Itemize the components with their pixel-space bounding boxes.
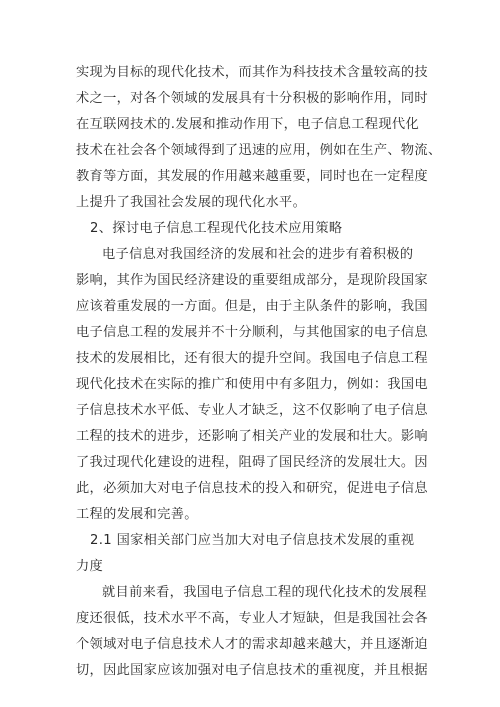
section-heading: 2、探讨电子信息工程现代化技术应用策略: [90, 221, 343, 236]
text-line: 此，必须加大对电子信息技术的投入和研究，促进电子信息: [76, 481, 428, 496]
text-line: 技术在社会各个领域得到了迅速的应用，例如在生产、物流、: [76, 143, 442, 158]
text-line: 就目前来看，我国电子信息工程的现代化技术的发展程: [102, 585, 427, 600]
text-line: 上提升了我国社会发展的现代化水平。: [76, 195, 307, 210]
subsection-heading-continued: 力度: [76, 559, 104, 574]
text-line: 工程的技术的进步，还影响了相关产业的发展和壮大。影响: [76, 429, 428, 444]
text-line: 在互联网技术的.发展和推动作用下，电子信息工程现代化: [76, 117, 419, 132]
text-line: 度还很低，技术水平不高，专业人才短缺，但是我国社会各: [76, 611, 428, 626]
text-line: 现代化技术在实际的推广和使用中有多阻力，例如：我国电: [76, 377, 428, 392]
text-line: 了我过现代化建设的进程，阻碍了国民经济的发展壮大。因: [76, 455, 428, 470]
document-body: [76, 60, 442, 684]
text-line: 教育等方面，其发展的作用越来越重要，同时也在一定程度: [76, 169, 428, 184]
text-line: 个领域对电子信息技术人才的需求却越来越大，并且逐渐迫: [76, 637, 428, 652]
text-line: 工程的发展和完善。: [76, 507, 198, 522]
text-line: 影响，其作为国民经济建设的重要组成部分，是现阶段国家: [76, 273, 428, 288]
text-line: 技术的发展相比，还有很大的提升空间。我国电子信息工程: [76, 351, 428, 366]
subsection-heading: 2.1 国家相关部门应当加大对电子信息技术发展的重视: [90, 533, 415, 548]
text-line: 实现为目标的现代化技术，而其作为科技技术含量较高的技: [76, 65, 428, 80]
text-line: 切，因此国家应该加强对电子信息技术的重视度，并且根据: [76, 663, 428, 678]
text-line: 应该着重发展的一方面。但是，由于主队条件的影响，我国: [76, 299, 428, 314]
text-line: 电子信息工程的发展并不十分顺利，与其他国家的电子信息: [76, 325, 428, 340]
text-line: 电子信息对我国经济的发展和社会的进步有着积极的: [102, 247, 414, 262]
text-line: 术之一，对各个领域的发展具有十分积极的影响作用，同时: [76, 91, 428, 106]
text-line: 子信息技术水平低、专业人才缺乏，这不仅影响了电子信息: [76, 403, 428, 418]
